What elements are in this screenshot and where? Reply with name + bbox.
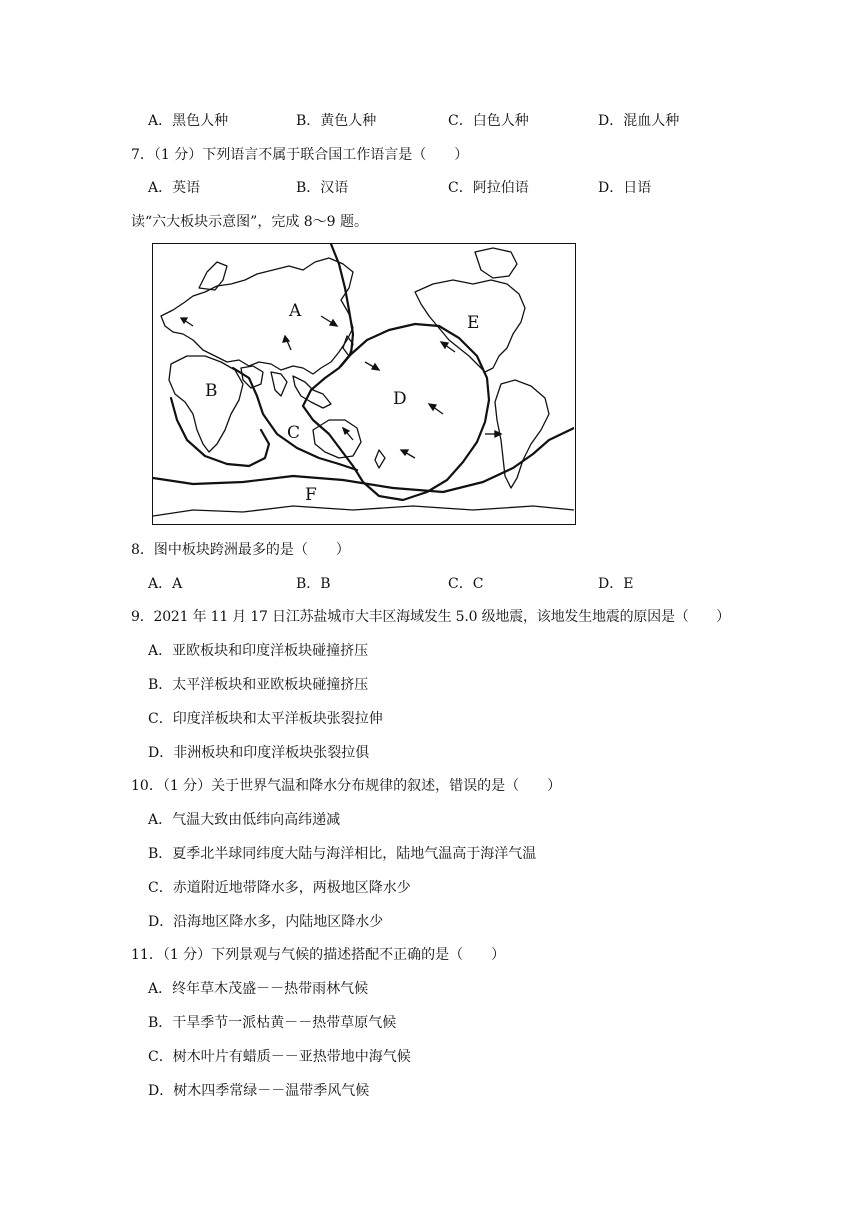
q9-option-c: C．印度洋板块和太平洋板块张裂拉伸 [148,711,383,727]
q6-option-c: C．白色人种 [448,113,529,129]
q7-option-a: A．英语 [148,180,201,196]
new-zealand [375,450,385,468]
q8-option-d: D．E [598,576,634,592]
q11-option-d: D．树木四季常绿－－温带季风气候 [148,1083,370,1099]
q8-stem: 8．图中板块跨洲最多的是（ ） [131,542,350,558]
q9-stem: 9．2021 年 11 月 17 日江苏盐城市大丰区海域发生 5.0 级地震，该地发生地震的原因是（ ） [131,609,730,625]
q7-option-d: D．日语 [598,180,652,196]
plate-label-a: A [289,301,302,321]
sea-islands [293,376,331,408]
q11-stem: 11．（1 分）下列景观与气候的描述搭配不正确的是（ ） [131,947,506,963]
q9-option-d: D．非洲板块和印度洋板块张裂拉俱 [148,745,370,761]
q7-stem: 7．（1 分）下列语言不属于联合国工作语言是（ ） [131,147,469,163]
plate-map-svg [153,244,574,523]
plate-label-e: E [467,313,480,333]
q9-option-a: A．亚欧板块和印度洋板块碰撞挤压 [148,643,369,659]
greenland-coast [475,248,517,278]
q11-option-a: A．终年草木茂盛－－热带雨林气候 [148,981,369,997]
india-coast [271,372,287,396]
q10-option-c: C．赤道附近地带降水多，两极地区降水少 [148,880,411,896]
q6-option-d: D．混血人种 [598,113,680,129]
q8-option-a: A．A [148,576,183,592]
plate-label-c: C [287,423,301,443]
plate-label-d: D [393,389,407,409]
q7-option-c: C．阿拉伯语 [448,180,529,196]
plate-label-b: B [205,381,218,401]
q7-option-b: B．汉语 [296,180,349,196]
plate-label-f: F [305,485,317,505]
q10-option-d: D．沿海地区降水多，内陆地区降水少 [148,914,384,930]
q6-option-a: A．黑色人种 [148,113,229,129]
plate-map-figure [152,243,576,525]
q6-option-b: B．黄色人种 [296,113,377,129]
map-intro: 读“六大板块示意图”，完成 8～9 题。 [131,214,369,230]
q10-option-a: A．气温大致由低纬向高纬递减 [148,812,341,828]
q10-stem: 10．（1 分）关于世界气温和降水分布规律的叙述，错误的是（ ） [131,778,562,794]
q11-option-b: B．干旱季节一派枯黄－－热带草原气候 [148,1015,397,1031]
boundary-african-south [171,398,269,466]
antarctica-coast [153,506,574,516]
q11-option-c: C．树木叶片有蜡质－－亚热带地中海气候 [148,1049,411,1065]
q9-option-b: B．太平洋板块和亚欧板块碰撞挤压 [148,677,369,693]
q8-option-b: B．B [296,576,331,592]
q8-option-c: C．C [448,576,484,592]
africa-coast [169,356,243,452]
q10-option-b: B．夏季北半球同纬度大陆与海洋相比，陆地气温高于海洋气温 [148,846,537,862]
